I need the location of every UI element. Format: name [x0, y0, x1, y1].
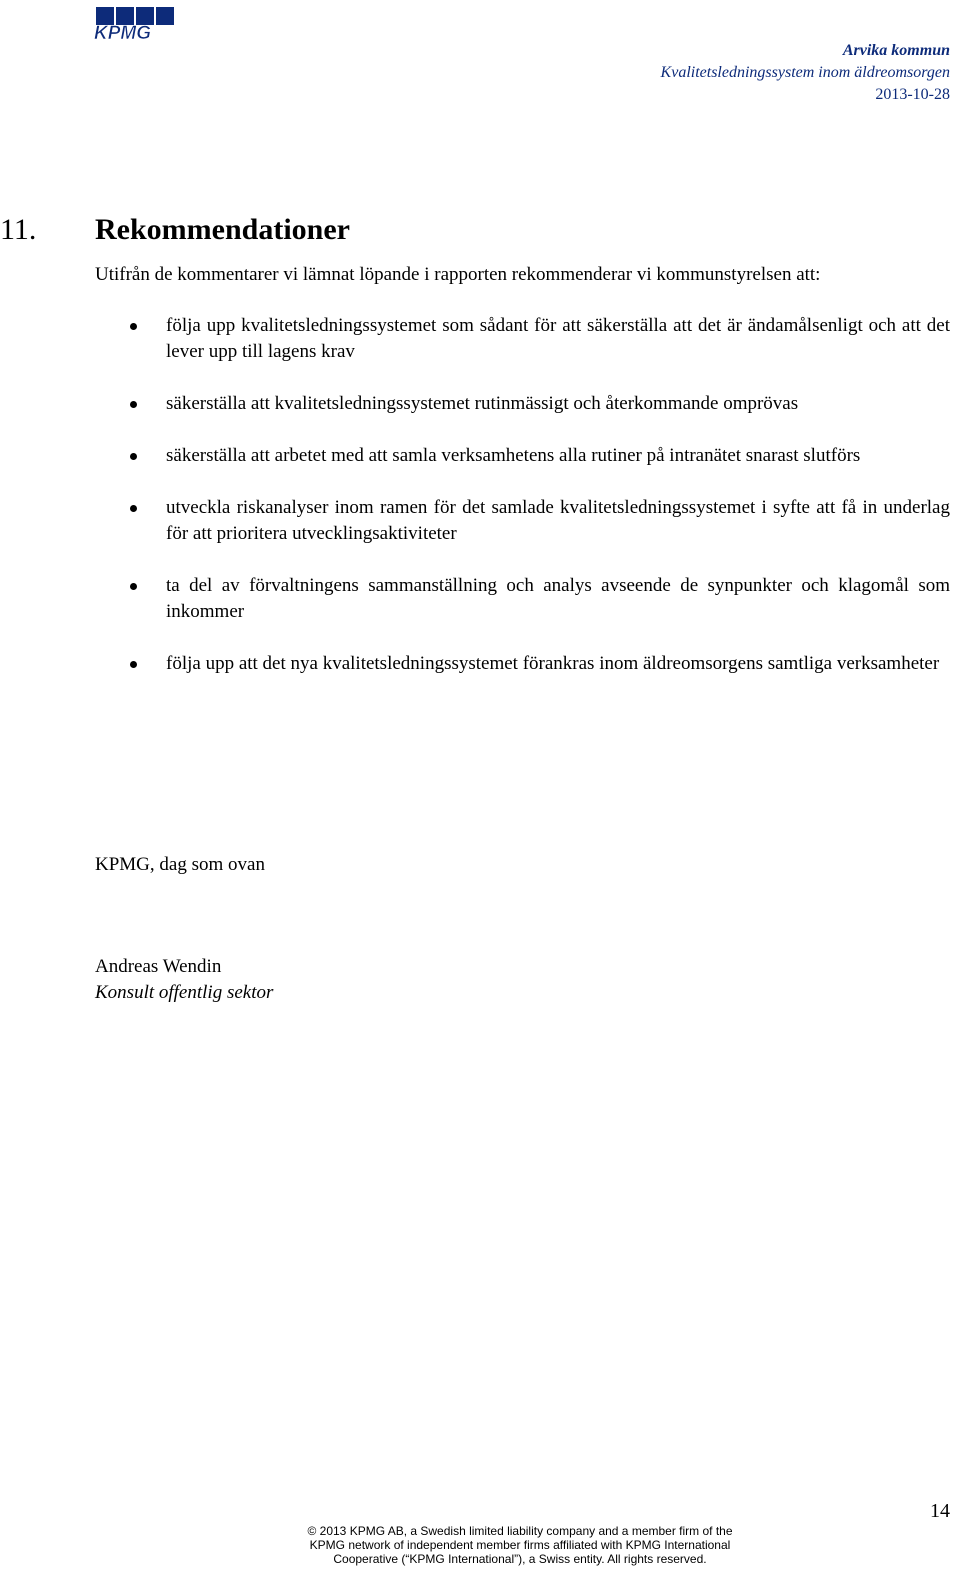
kpmg-logo	[92, 6, 182, 42]
recommendation-text: följa upp kvalitetsledningssystemet som sådant för att säkerställa att det är ändamålsenligt och att det lever upp till lagens krav	[166, 315, 950, 362]
recommendation-item	[0, 313, 960, 365]
logo-text: KPMG	[94, 23, 151, 42]
copyright-footer	[250, 1524, 790, 1566]
bullet-icon	[130, 661, 137, 668]
signer-name: Andreas Wendin	[95, 956, 222, 977]
bullet-icon	[130, 453, 137, 460]
recommendation-item	[0, 573, 960, 625]
signature-block	[95, 954, 273, 1006]
bullet-icon	[130, 583, 137, 590]
recommendation-text: ta del av förvaltningens sammanställning och analys avseende de synpunkter och klagomål som inkommer	[166, 575, 950, 622]
recommendation-item	[0, 495, 960, 547]
closing-line: KPMG, dag som ovan	[95, 854, 265, 875]
recommendation-item	[0, 651, 960, 677]
section-number: 11.	[0, 213, 37, 246]
signer-role: Konsult offentlig sektor	[95, 982, 274, 1003]
bullet-icon	[130, 401, 137, 408]
copyright-line: KPMG network of independent member firms affiliated with KPMG International	[309, 1538, 731, 1552]
copyright-line: Cooperative (“KPMG International”), a Swiss entity. All rights reserved.	[333, 1552, 707, 1566]
page-number: 14	[930, 1500, 950, 1522]
header-report-title: Kvalitetsledningssystem inom äldreomsorgen	[660, 64, 950, 81]
bullet-icon	[130, 323, 137, 330]
bullet-icon	[130, 505, 137, 512]
copyright-line: © 2013 KPMG AB, a Swedish limited liability company and a member firm of the	[307, 1524, 733, 1538]
section-intro: Utifrån de kommentarer vi lämnat löpande i rapporten rekommenderar vi kommunstyrelsen att:	[95, 264, 821, 285]
recommendation-item	[0, 391, 960, 417]
header-date: 2013-10-28	[875, 86, 950, 103]
recommendation-list	[0, 313, 960, 703]
document-header	[661, 40, 950, 106]
section-title: Rekommendationer	[95, 213, 350, 246]
recommendation-text: säkerställa att arbetet med att samla verksamhetens alla rutiner på intranätet snarast slutförs	[166, 445, 861, 466]
recommendation-text: säkerställa att kvalitetsledningssystemet rutinmässigt och återkommande omprövas	[166, 393, 799, 414]
recommendation-item	[0, 443, 960, 469]
recommendation-text: utveckla riskanalyser inom ramen för det samlade kvalitetsledningssystemet i syfte att få in underlag för att prioritera utvecklingsaktiviteter	[166, 497, 950, 544]
header-organization: Arvika kommun	[842, 42, 950, 59]
recommendation-text: följa upp att det nya kvalitetsledningssystemet förankras inom äldreomsorgens samtliga verksamheter	[166, 653, 940, 674]
